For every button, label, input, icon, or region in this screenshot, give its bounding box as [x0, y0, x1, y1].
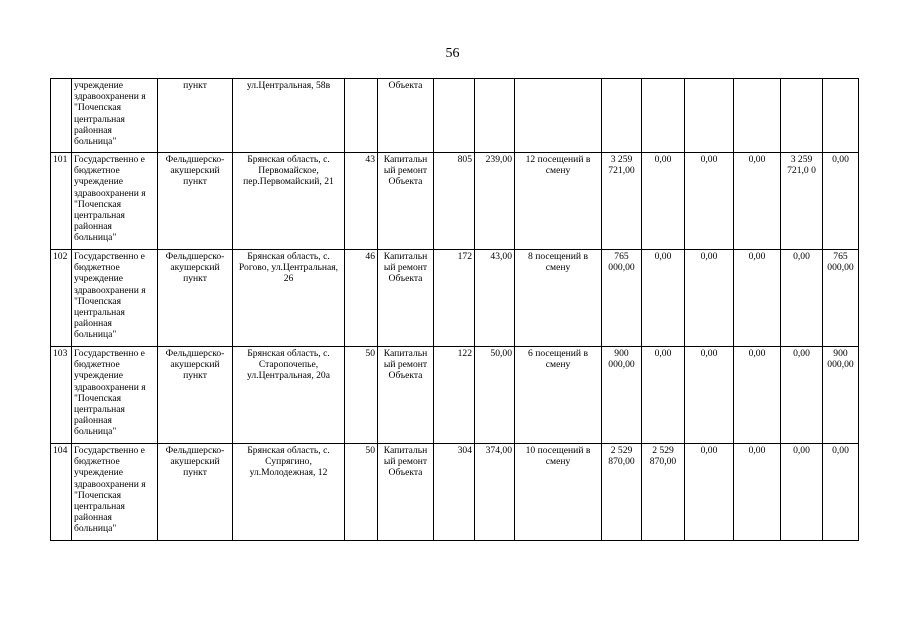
amount-cell: 765 000,00 [602, 250, 642, 347]
amount-cell: 900 000,00 [602, 347, 642, 444]
value-cell [475, 79, 515, 153]
address-cell: Брянская область, с. Первомайское, пер.Первомайский, 21 [233, 153, 345, 250]
capacity-cell: 12 посещений в смену [515, 153, 602, 250]
capacity-cell: 10 посещений в смену [515, 444, 602, 541]
row-number: 101 [51, 153, 72, 250]
work-type-cell: Объекта [378, 79, 434, 153]
amount-cell: 0,00 [734, 250, 781, 347]
amount-cell: 0,00 [642, 250, 685, 347]
organization-cell: учреждение здравоохранени я "Почепская центральная районная больница" [72, 79, 158, 153]
facilities-table [50, 78, 859, 541]
facility-type-cell: Фельдшерско-акушерский пункт [158, 153, 233, 250]
value-cell: 172 [434, 250, 475, 347]
work-type-cell: Капитальн ый ремонт Объекта [378, 444, 434, 541]
table-row [51, 250, 859, 347]
capacity-cell: 6 посещений в смену [515, 347, 602, 444]
row-number: 104 [51, 444, 72, 541]
work-type-cell: Капитальн ый ремонт Объекта [378, 347, 434, 444]
amount-cell: 0,00 [734, 347, 781, 444]
row-number: 102 [51, 250, 72, 347]
amount-cell: 0,00 [685, 250, 734, 347]
amount-cell: 900 000,00 [823, 347, 859, 444]
amount-cell: 0,00 [685, 153, 734, 250]
amount-cell: 0,00 [685, 444, 734, 541]
amount-cell [823, 79, 859, 153]
table-row [51, 153, 859, 250]
address-cell: Брянская область, с. Старопочепье, ул.Центральная, 20а [233, 347, 345, 444]
amount-cell: 0,00 [823, 444, 859, 541]
amount-cell: 0,00 [823, 153, 859, 250]
work-type-cell: Капитальн ый ремонт Объекта [378, 153, 434, 250]
value-cell: 304 [434, 444, 475, 541]
facility-type-cell: Фельдшерско-акушерский пункт [158, 347, 233, 444]
organization-cell: Государственно е бюджетное учреждение здравоохранени я "Почепская центральная районная больница" [72, 250, 158, 347]
amount-cell: 0,00 [642, 347, 685, 444]
organization-cell: Государственно е бюджетное учреждение здравоохранени я "Почепская центральная районная больница" [72, 347, 158, 444]
area-cell: 50 [345, 347, 378, 444]
capacity-cell: 8 посещений в смену [515, 250, 602, 347]
row-number: 103 [51, 347, 72, 444]
area-cell: 43 [345, 153, 378, 250]
facility-type-cell: Фельдшерско-акушерский пункт [158, 250, 233, 347]
address-cell: Брянская область, с. Рогово, ул.Центральная, 26 [233, 250, 345, 347]
amount-cell [734, 79, 781, 153]
amount-cell: 0,00 [781, 444, 823, 541]
amount-cell: 0,00 [781, 347, 823, 444]
work-type-cell: Капитальн ый ремонт Объекта [378, 250, 434, 347]
amount-cell: 0,00 [642, 153, 685, 250]
address-cell: Брянская область, с. Супрягино, ул.Молодежная, 12 [233, 444, 345, 541]
facility-type-cell: пункт [158, 79, 233, 153]
amount-cell: 2 529 870,00 [642, 444, 685, 541]
area-cell [345, 79, 378, 153]
amount-cell: 765 000,00 [823, 250, 859, 347]
value-cell: 50,00 [475, 347, 515, 444]
amount-cell: 0,00 [734, 153, 781, 250]
value-cell: 43,00 [475, 250, 515, 347]
amount-cell: 3 259 721,0 0 [781, 153, 823, 250]
capacity-cell [515, 79, 602, 153]
table-row [51, 347, 859, 444]
amount-cell: 3 259 721,00 [602, 153, 642, 250]
area-cell: 50 [345, 444, 378, 541]
amount-cell: 0,00 [781, 250, 823, 347]
row-number [51, 79, 72, 153]
value-cell: 374,00 [475, 444, 515, 541]
value-cell [434, 79, 475, 153]
value-cell: 122 [434, 347, 475, 444]
value-cell: 239,00 [475, 153, 515, 250]
address-cell: ул.Центральная, 58в [233, 79, 345, 153]
table-row [51, 79, 859, 153]
page-number: 56 [445, 46, 460, 61]
organization-cell: Государственно е бюджетное учреждение здравоохранени я "Почепская центральная районная больница" [72, 153, 158, 250]
amount-cell [781, 79, 823, 153]
amount-cell [602, 79, 642, 153]
value-cell: 805 [434, 153, 475, 250]
amount-cell: 0,00 [685, 347, 734, 444]
amount-cell [685, 79, 734, 153]
organization-cell: Государственно е бюджетное учреждение здравоохранени я "Почепская центральная районная больница" [72, 444, 158, 541]
amount-cell: 2 529 870,00 [602, 444, 642, 541]
facility-type-cell: Фельдшерско-акушерский пункт [158, 444, 233, 541]
area-cell: 46 [345, 250, 378, 347]
table-row [51, 444, 859, 541]
amount-cell [642, 79, 685, 153]
amount-cell: 0,00 [734, 444, 781, 541]
